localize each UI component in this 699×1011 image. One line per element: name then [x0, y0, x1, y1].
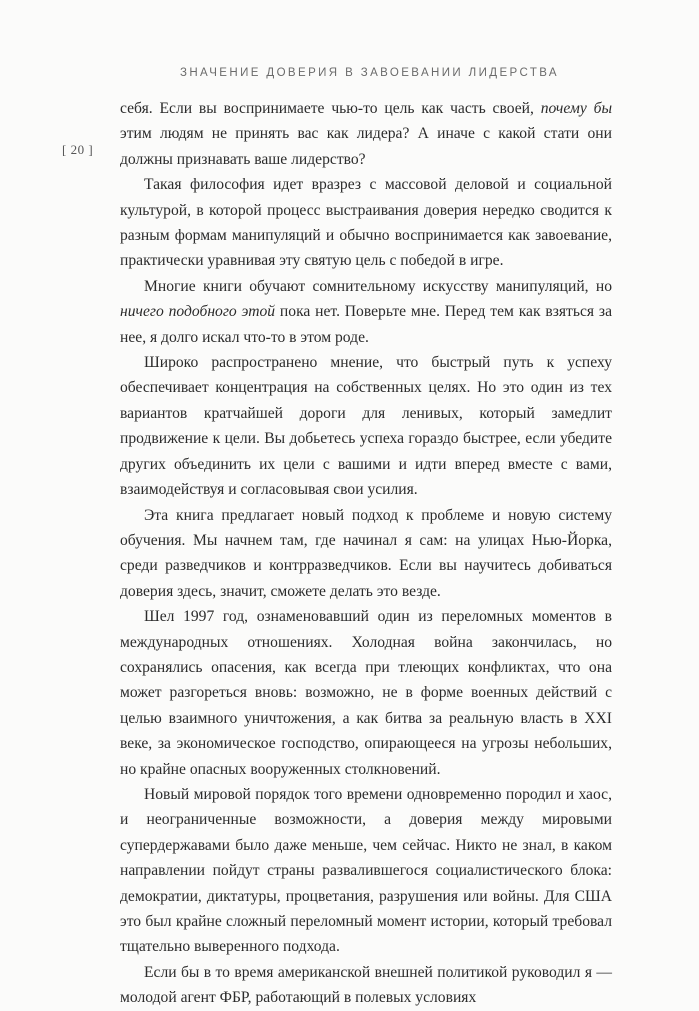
running-head: ЗНАЧЕНИЕ ДОВЕРИЯ В ЗАВОЕВАНИИ ЛИДЕРСТВА [180, 67, 559, 79]
paragraph-1-part-a: себя. Если вы воспринимаете чью-то цель как часть своей, [120, 100, 541, 117]
paragraph-1 [120, 96, 612, 172]
paragraph-3-part-c: пока нет. Поверьте мне. Перед тем как взяться за нее, я долго искал что-то в этом роде. [120, 303, 612, 346]
paragraph-3-part-a: Многие книги обучают сомнительному искусству манипуляций, но [144, 277, 612, 295]
paragraph-1-part-c: этим людям не принять вас как лидера? А иначе с какой стати они должны признавать ваше лидерство? [120, 125, 612, 168]
page-number: [ 20 ] [62, 142, 94, 157]
paragraph-8: Если бы в то время американской внешней политикой руководил я — молодой агент ФБР, работающий в полевых условиях [120, 963, 612, 1007]
paragraph-4: Широко распространено мнение, что быстрый путь к успеху обеспечивает концентрация на собственных целях. Но это один из тех вариантов кратчайшей дороги для ленивых, который замедлит продвижение к цели. Вы добьетесь успеха гораздо быстрее, если убедите других объединить их цели с вашими и идти вперед вместе с вами, взаимодействуя и согласовывая свои усилия. [120, 354, 612, 499]
paragraph-3 [120, 274, 612, 350]
paragraph-6: Шел 1997 год, ознаменовавший один из переломных моментов в международных отношениях. Холодная война закончилась, но сохранялись опасения, как всегда при тлеющих конфликтах, что она может разгореться вновь: возможно, не в форме военных действий с целью взаимного уничтожения, а как битва за реальную власть в XXI веке, за экономическое господство, опирающееся на угрозы небольших, но крайне опасных вооруженных столкновений. [120, 608, 612, 778]
paragraph-3-emphasis: ничего подобного этой [120, 303, 276, 321]
paragraph-2: Такая философия идет вразрез с массовой деловой и социальной культурой, в которой процесс выстраивания доверия нередко сводится к разным формам манипуляций и обычно воспринимается как завоевание, практически уравнивая эту святую цель с победой в игре. [120, 176, 612, 270]
body-text [120, 96, 612, 1011]
paragraph-1-emphasis: почему бы [540, 100, 613, 117]
paragraph-5: Эта книга предлагает новый подход к проблеме и новую систему обучения. Мы начнем там, где начинал я сам: на улицах Нью-Йорка, среди разведчиков и контрразведчиков. Если вы научитесь добиваться доверия здесь, значит, сможете делать это везде. [120, 506, 612, 600]
paragraph-7: Новый мировой порядок того времени одновременно породил и хаос, и неограниченные возможности, а доверия между мировыми супердержавами было даже меньше, чем сейчас. Никто не знал, в каком направлении пойдут страны развалившегося социалистического блока: демократии, диктатуры, процветания, разрушения или войны. Для США это был крайне сложный переломный момент истории, который требовал тщательно выверенного подхода. [120, 785, 612, 956]
